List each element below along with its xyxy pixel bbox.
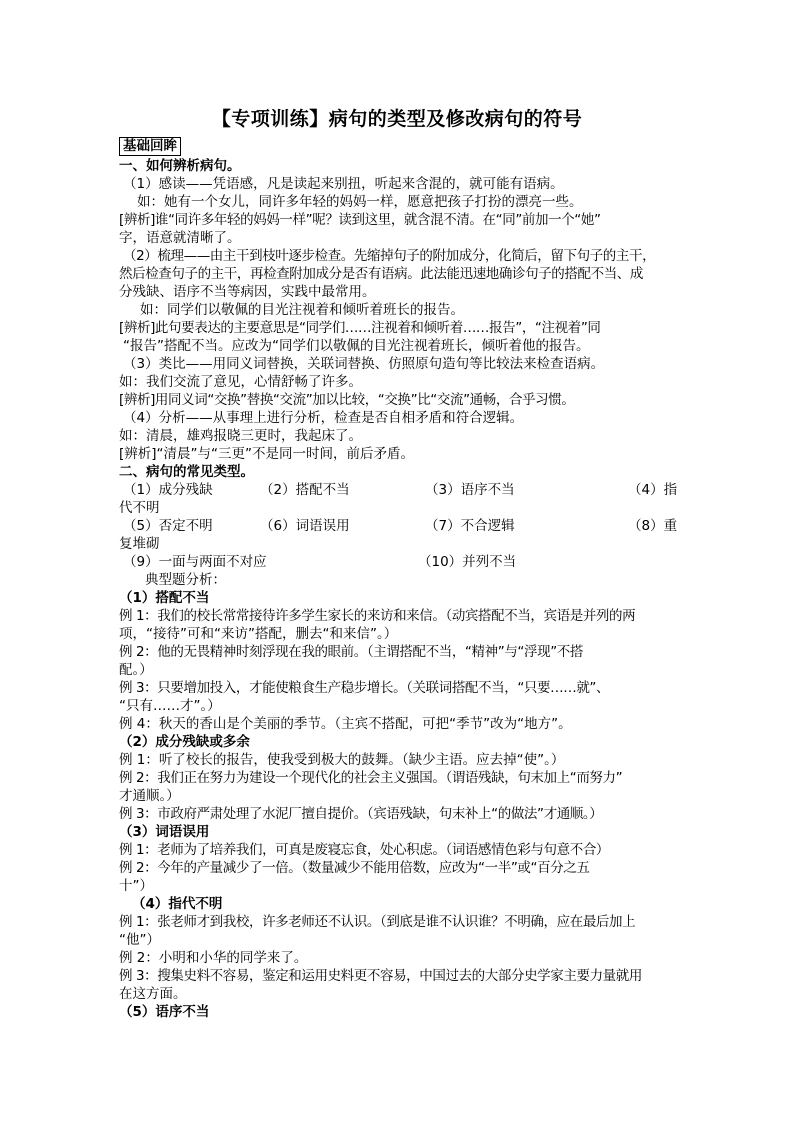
text-line: （3）类比——用同义词替换，关联词替换、仿照原句造句等比较法来检查语病。: [123, 356, 605, 372]
example-line: 例 3：搜集史料不容易，鉴定和运用史料更不容易，中国过去的大部分史学家主要力量就用: [119, 968, 642, 984]
example-line: 例 1：听了校长的报告，使我受到极大的鼓舞。（缺少主语。应去掉“使”。）: [119, 752, 565, 768]
example-line: 十”）: [119, 878, 153, 894]
type-item: （9）一面与两面不对应: [123, 554, 267, 570]
type-item: （3）语序不当: [425, 482, 515, 498]
text-line: 如：我们交流了意见，心情舒畅了许多。: [119, 374, 362, 390]
text-line: “报告”搭配不当。应改为“同学们以敬佩的目光注视着班长，倾听着他的报告。: [123, 338, 590, 354]
text-line: （2）梳理——由主干到枝叶逐步检查。先缩掉句子的附加成分，化简后，留下句子的主干，: [123, 248, 656, 264]
text-line: （4）分析——从事理上进行分析，检查是否自相矛盾和符合逻辑。: [123, 410, 524, 426]
subsection-heading: （5）语序不当: [119, 1004, 210, 1020]
example-line: 例 2：我们正在努力为建设一个现代化的社会主义强国。（谓语残缺，句末加上“而努力”: [119, 770, 623, 786]
example-line: 例 2：他的无畏精神时刻浮现在我的眼前。（主谓搭配不当，“精神”与“浮现”不搭: [119, 644, 584, 660]
text-line: （1）感读——凭语感，凡是读起来别扭，听起来含混的，就可能有语病。: [123, 176, 564, 192]
example-line: 例 1：老师为了培养我们，可真是废寝忘食，处心积虑。（词语感情色彩与句意不合）: [119, 842, 610, 858]
type-item: （2）搭配不当: [260, 482, 350, 498]
subsection-heading: （4）指代不明: [132, 896, 223, 912]
subsection-heading: （1）搭配不当: [119, 590, 210, 606]
text-line: [辨析]用同义词“交换”替换“交流”加以比较，“交换”比“交流”通畅，合乎习惯。: [119, 392, 575, 408]
example-line: 例 1：张老师才到我校，许多老师还不认识。（到底是谁不认识谁？不明确，应在最后加上: [119, 914, 636, 930]
subheading: 典型题分析：: [145, 572, 226, 588]
example-line: “他”）: [119, 932, 160, 948]
page-title: 【专项训练】病句的类型及修改病句的符号: [211, 108, 583, 130]
example-line: 例 1：我们的校长常常接待许多学生家长的来访和来信。（动宾搭配不当，宾语是并列的两: [119, 608, 636, 624]
text-line: [辨析]此句要表达的主要意思是“同学们……注视着和倾听着……报告”，“注视着”同: [119, 320, 601, 336]
text-line: 字，语意就清晰了。: [119, 230, 241, 246]
text-line: 代不明: [119, 500, 160, 516]
subsection-heading: （2）成分残缺或多余: [119, 734, 250, 750]
example-line: 例 2：小明和小华的同学来了。: [119, 950, 308, 966]
text-line: 如：同学们以敬佩的目光注视着和倾听着班长的报告。: [140, 302, 464, 318]
example-line: 例 3：只要增加投入，才能使粮食生产稳步增长。（关联词搭配不当，“只要……就”、: [119, 680, 610, 696]
example-line: 在这方面。: [119, 986, 187, 1002]
example-line: 项，“接待”可和“来访”搭配，删去“和来信”。）: [119, 626, 398, 642]
example-line: 例 2：今年的产量减少了一倍。（数量减少不能用倍数，应改为“一半”或“百分之五: [119, 860, 590, 876]
text-line: [辨析]“清晨”与“三更”不是同一时间，前后矛盾。: [119, 446, 415, 462]
type-item: （6）词语误用: [260, 518, 350, 534]
type-item: （5）否定不明: [123, 518, 213, 534]
text-line: 如：清晨，雄鸡报晓三更时，我起床了。: [119, 428, 362, 444]
text-line: 如：她有一个女儿，同许多年轻的妈妈一样，愿意把孩子打扮的漂亮一些。: [137, 194, 583, 210]
type-item: （7）不合逻辑: [425, 518, 515, 534]
example-line: “只有……才”。）: [119, 698, 221, 714]
type-item: （10）并列不当: [418, 554, 517, 570]
type-item: （1）成分残缺: [123, 482, 213, 498]
example-line: 才通顺。）: [119, 788, 180, 804]
example-line: 配。）: [119, 662, 153, 678]
subsection-heading: （3）词语误用: [119, 824, 210, 840]
text-line: 分残缺、语序不当等病因，实践中最常用。: [119, 284, 376, 300]
example-line: 例 3：市政府严肃处理了水泥厂擅自提价。（宾语残缺，句末补上“的做法”才通顺。）: [119, 806, 603, 822]
section-badge: 基础回眸: [119, 137, 181, 156]
text-line: [辨析]谁“同许多年轻的妈妈一样”呢？读到这里，就含混不清。在“同”前加一个“她”: [119, 212, 601, 228]
example-line: 例 4：秋天的香山是个美丽的季节。（主宾不搭配，可把“季节”改为“地方”。: [119, 716, 572, 732]
text-line: 然后检查句子的主干，再检查附加成分是否有语病。此法能迅速地确诊句子的搭配不当、成: [119, 266, 643, 282]
type-item: （4）指: [628, 482, 678, 498]
section-heading: 一、如何辨析病句。: [119, 158, 241, 174]
text-line: 复堆砌: [119, 536, 160, 552]
section-heading: 二、病句的常见类型。: [119, 464, 254, 480]
type-item: （8）重: [628, 518, 678, 534]
